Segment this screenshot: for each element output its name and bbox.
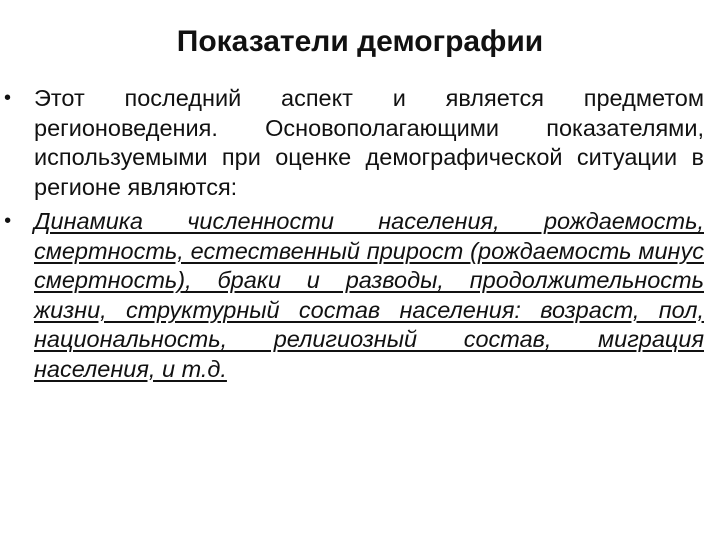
bullet-marker-icon: • (4, 210, 12, 232)
bullet-text-indicators: Динамика численности населения, рождаемость, смертность, естественный прирост (рождаемость минус смертность), браки и разводы, продолжительность жизни, структурный состав населения: возраст, пол, национальность, религиозный состав, миграция населения, и т.д. (34, 208, 704, 382)
bullet-item-intro (4, 84, 704, 202)
bullet-list (0, 84, 720, 384)
bullet-marker-icon: • (4, 87, 12, 109)
slide-title: Показатели демографии (176, 25, 544, 58)
bullet-text-intro: Этот последний аспект и является предметом регионоведения. Основополагающими показателями, используемыми при оценке демографической ситуации в регионе являются: (34, 85, 704, 200)
bullet-item-indicators (4, 207, 704, 384)
